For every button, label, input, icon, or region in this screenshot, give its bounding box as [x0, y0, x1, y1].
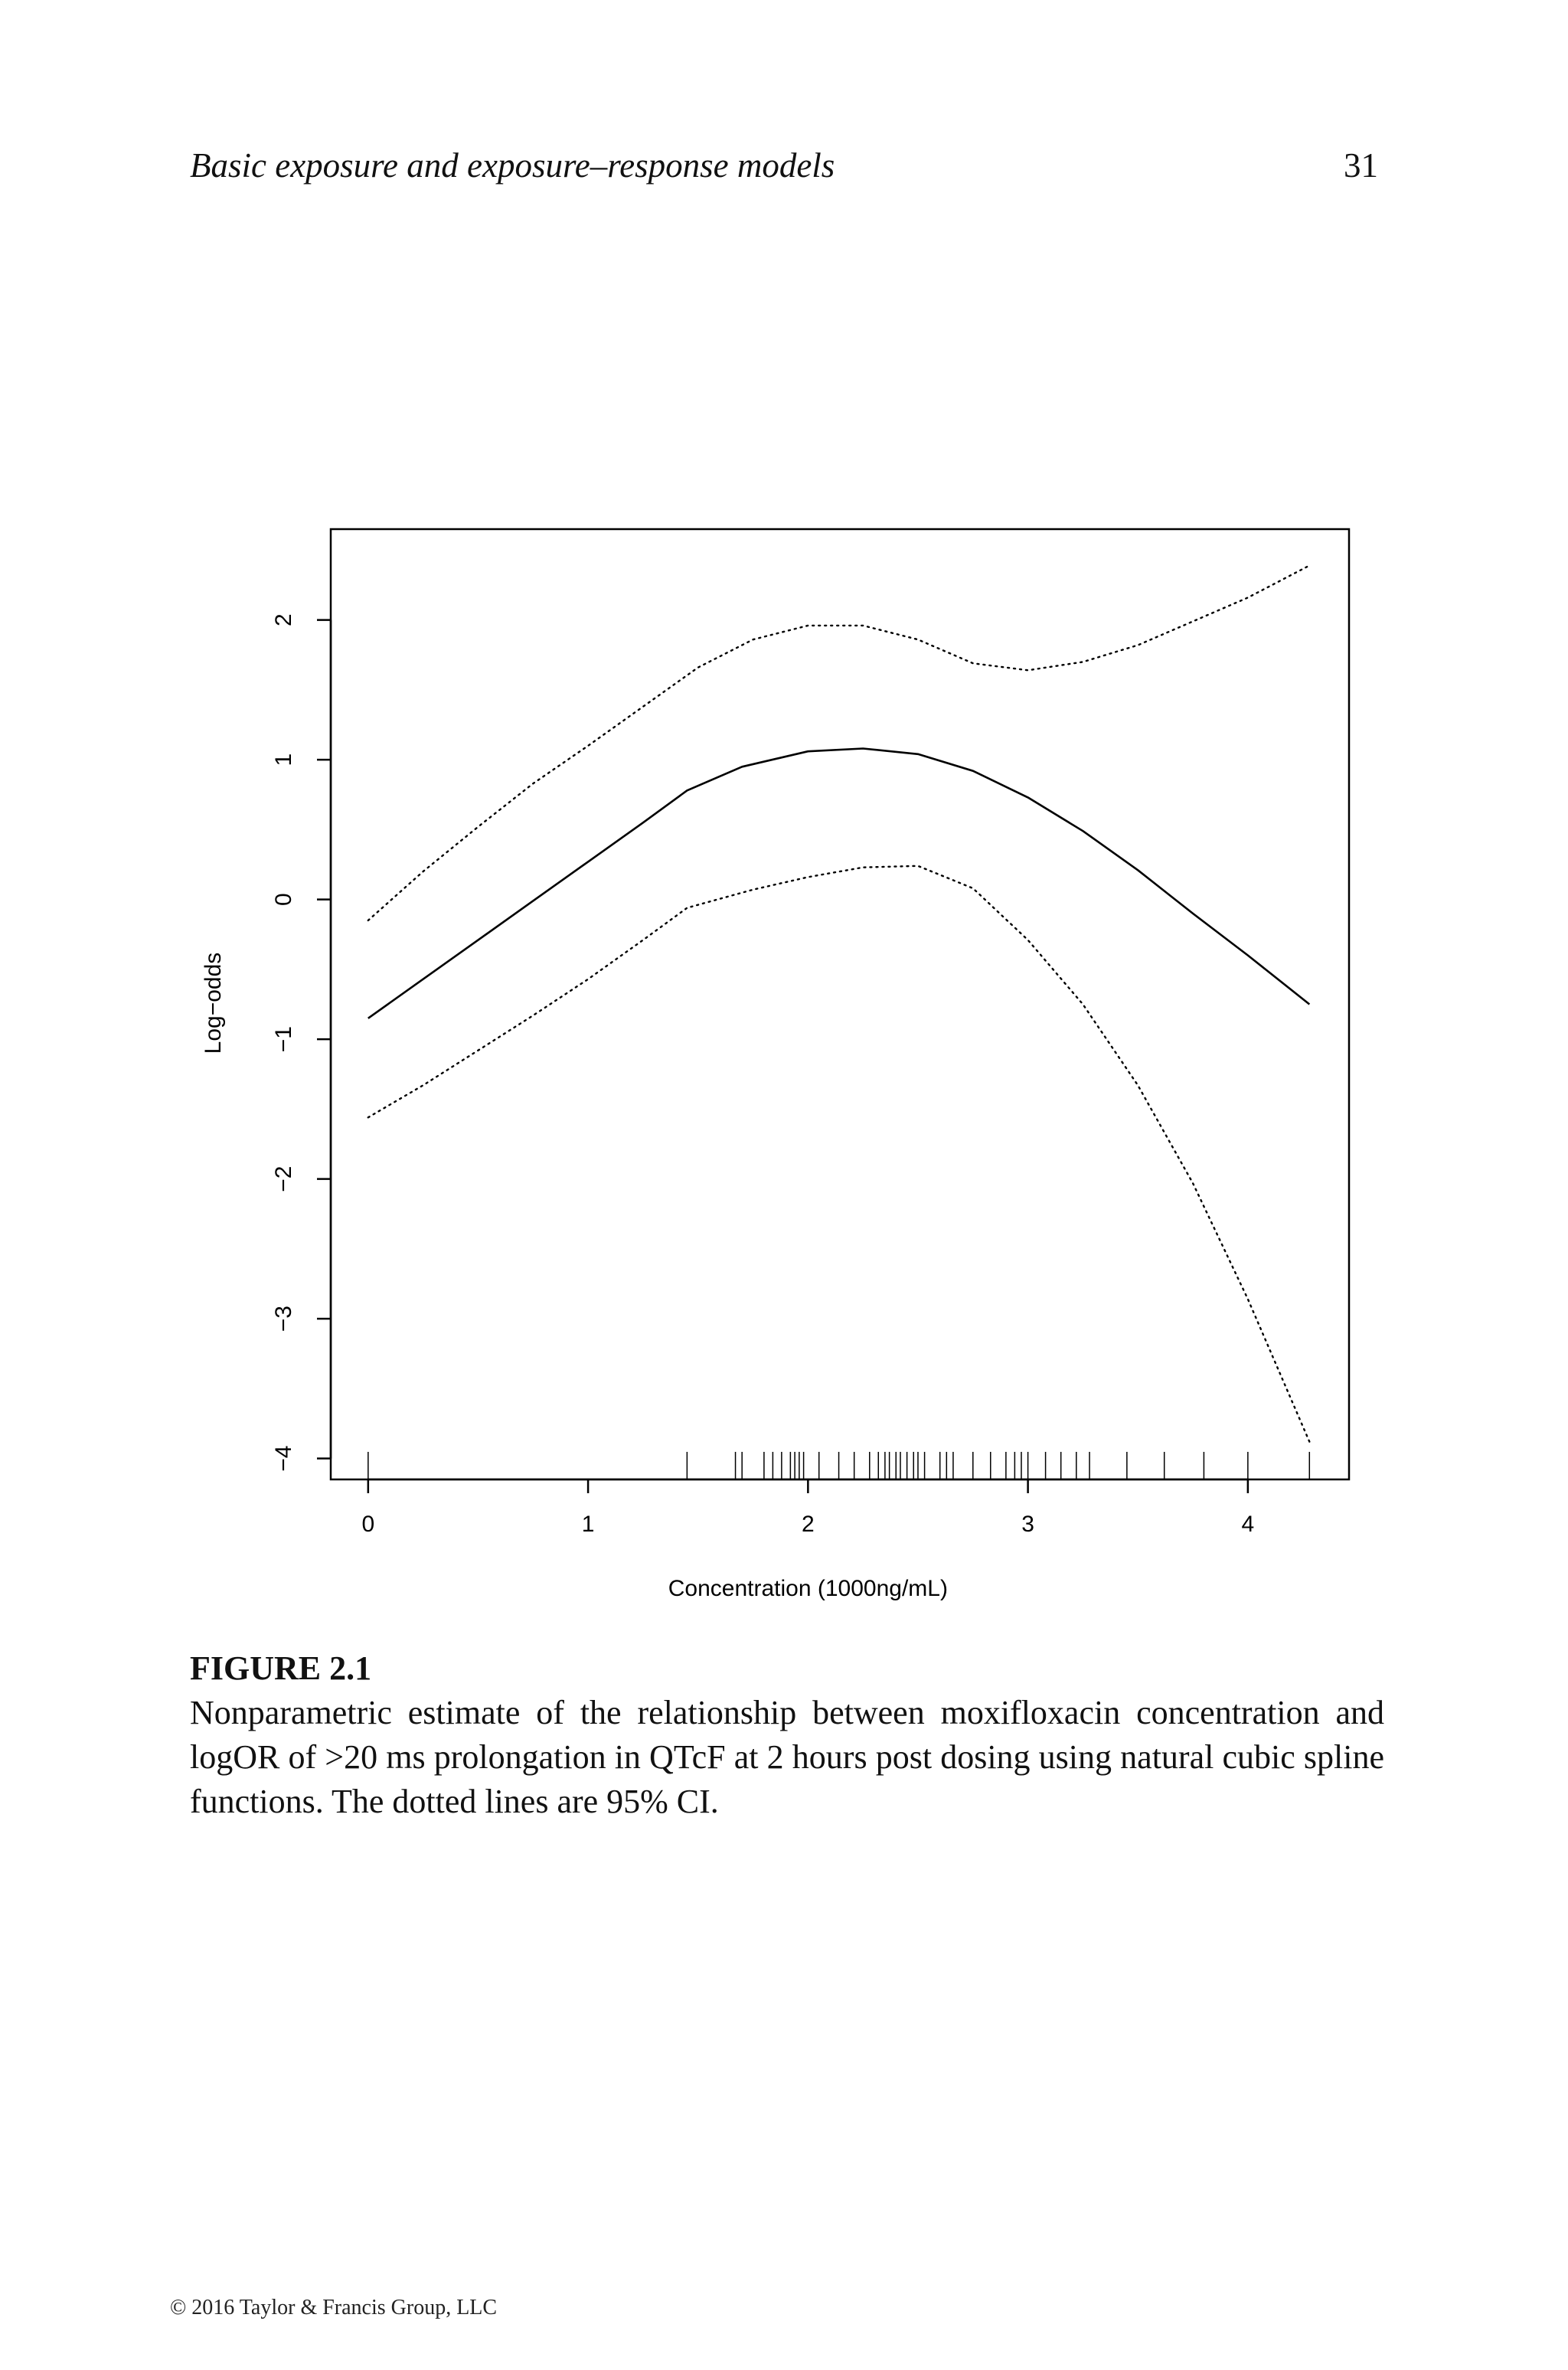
y-tick-label: −3 [270, 1306, 296, 1332]
x-tick-label: 0 [361, 1512, 375, 1537]
y-tick-label: −2 [270, 1165, 296, 1192]
x-axis-label: Concentration (1000ng/mL) [668, 1576, 948, 1601]
y-tick-label: 1 [270, 753, 296, 767]
y-tick-label: 0 [270, 893, 296, 906]
plot-frame [331, 529, 1349, 1479]
y-axis-label: Log−odds [201, 952, 226, 1054]
x-tick-label: 4 [1241, 1512, 1255, 1537]
x-tick-label: 3 [1021, 1512, 1034, 1537]
y-tick-label: 2 [270, 613, 296, 626]
y-tick-label: −1 [270, 1026, 296, 1053]
caption-text: Nonparametric estimate of the relationship between moxifloxacin concentration and logOR of >20 ms prolongation in QTcF at 2 hours post dosing using natural cubic spline functions. The dotted lines are 95% CI. [190, 1694, 1384, 1820]
rug-layer [368, 1452, 1309, 1479]
page-number: 31 [1344, 146, 1378, 185]
y-axis [271, 613, 331, 1471]
x-tick-label: 1 [581, 1512, 595, 1537]
y-tick-label: −4 [270, 1445, 296, 1472]
running-title: Basic exposure and exposure–response models [190, 146, 835, 185]
x-tick-label: 2 [802, 1512, 815, 1537]
series-layer [368, 566, 1310, 1442]
figure-caption [190, 1646, 1384, 1824]
figure-label: FIGURE 2.1 [190, 1649, 372, 1687]
copyright-footer: © 2016 Taylor & Francis Group, LLC [170, 2296, 498, 2319]
ci-line-2 [368, 866, 1310, 1442]
estimate-line [368, 749, 1310, 1018]
x-axis [361, 1479, 1254, 1537]
ci-line-1 [368, 566, 1310, 921]
